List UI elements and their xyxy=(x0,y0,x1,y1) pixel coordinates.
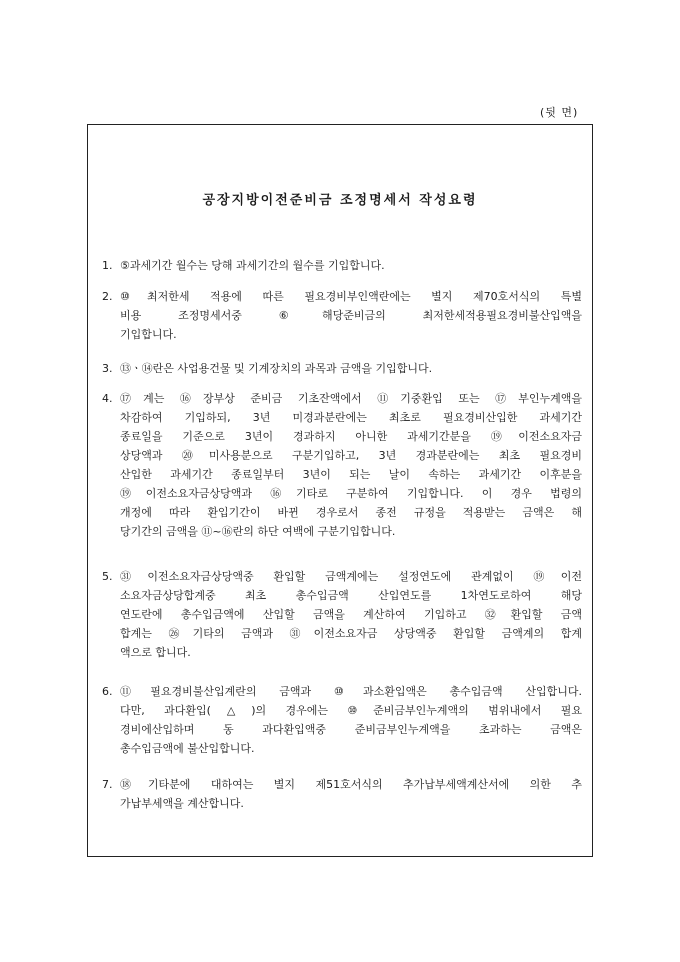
item-line: 가납부세액을 계산합니다. xyxy=(120,797,244,810)
item-number: 3. xyxy=(102,362,113,375)
item-number: 6. xyxy=(102,685,113,698)
document-title: 공장지방이전준비금 조정명세서 작성요령 xyxy=(202,193,478,208)
instruction-item-2 xyxy=(102,287,582,344)
instruction-item-6 xyxy=(102,682,582,758)
instruction-item-5 xyxy=(102,567,582,662)
item-line: ㉛이전소요자금상당액중 환입할 금액계에는 설정연도에 관계없이 ⑲이전 xyxy=(120,570,582,583)
item-line: ⑰계는 ⑯장부상 준비금 기초잔액에서 ⑪기중환입 또는 ⑰부인누계액을 xyxy=(120,392,582,405)
instructions-frame xyxy=(87,124,593,857)
instruction-item-1 xyxy=(102,256,582,275)
item-line: ⑲이전소요자금상당액과 ⑯기타로 구분하여 기입합니다. 이 경우 법령의 xyxy=(120,487,582,500)
item-line: 당기간의 금액을 ⑪~⑯란의 하단 여백에 구분기입합니다. xyxy=(120,525,396,538)
item-line: 차감하여 기입하되, 3년 미경과분란에는 최초로 필요경비산입한 과세기간 xyxy=(120,411,582,424)
instruction-item-4 xyxy=(102,389,582,541)
page-side-label: (뒷 면) xyxy=(540,106,579,119)
item-number: 1. xyxy=(102,259,113,272)
instruction-item-7 xyxy=(102,775,582,813)
item-line: 종료일을 기준으로 3년이 경과하지 아니한 과세기간분을 ⑲이전소요자금 xyxy=(120,430,582,443)
item-number: 7. xyxy=(102,778,113,791)
item-number: 4. xyxy=(102,392,113,405)
item-line: ⑤과세기간 월수는 당해 과세기간의 월수를 기입합니다. xyxy=(120,259,385,272)
item-line: 다만, 과다환입(△)의 경우에는 ⑩준비금부인누계액의 범위내에서 필요 xyxy=(120,704,582,717)
item-line: 비용 조정명세서중 ⑥해당준비금의 최저한세적용필요경비불산입액을 xyxy=(120,309,582,322)
item-line: 합계는 ㉖기타의 금액과 ㉛이전소요자금 상당액중 환입할 금액계의 합계 xyxy=(120,627,582,640)
item-line: 총수입금액에 불산입합니다. xyxy=(120,742,255,755)
item-line: 액으로 합니다. xyxy=(120,646,191,659)
item-line: 기입합니다. xyxy=(120,328,177,341)
item-line: ⑱기타분에 대하여는 별지 제51호서식의 추가납부세액계산서에 의한 추 xyxy=(120,778,582,791)
item-line: ⑩최저한세 적용에 따른 필요경비부인액란에는 별지 제70호서식의 특별 xyxy=(120,290,582,303)
item-line: 경비에산입하며 동 과다환입액중 준비금부인누계액을 초과하는 금액은 xyxy=(120,723,582,736)
item-number: 5. xyxy=(102,570,113,583)
item-line: 연도란에 총수입금액에 산입할 금액을 계산하여 기입하고 ㉜환입할 금액 xyxy=(120,608,582,621)
item-line: 상당액과 ⑳미사용분으로 구분기입하고, 3년 경과분란에는 최초 필요경비 xyxy=(120,449,582,462)
item-line: ⑪필요경비불산입계란의 금액과 ⑩과소환입액은 총수입금액 산입합니다. xyxy=(120,685,582,698)
item-line: ⑬ㆍ⑭란은 사업용건물 및 기계장치의 과목과 금액을 기입합니다. xyxy=(120,362,433,375)
item-number: 2. xyxy=(102,290,113,303)
item-line: 소요자금상당합계중 최초 총수입금액 산입연도를 1차연도로하여 해당 xyxy=(120,589,582,602)
item-line: 산입한 과세기간 종료일부터 3년이 되는 날이 속하는 과세기간 이후분을 xyxy=(120,468,582,481)
instruction-item-3 xyxy=(102,359,582,378)
item-line: 개정에 따라 환입기간이 바뀐 경우로서 종전 규정을 적용받는 금액은 해 xyxy=(120,506,582,519)
